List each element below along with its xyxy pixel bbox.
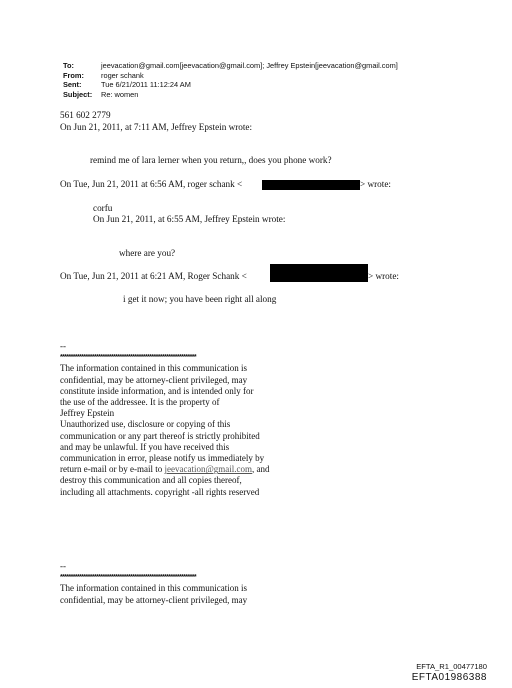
to-label: To: [63, 61, 74, 70]
quote2-attribution-end: > wrote: [360, 179, 391, 189]
disclaimer-line: The information contained in this communication is [60, 363, 247, 374]
quote4-text: i get it now; you have been right all along [123, 294, 277, 304]
bates-reference: EFTA01986388 [411, 672, 487, 683]
phone-number: 561 602 2779 [60, 110, 111, 120]
quote3-text: where are you? [119, 248, 176, 258]
disclaimer-line: Unauthorized use, disclosure or copying of this [60, 419, 231, 430]
sent-value: Tue 6/21/2011 11:12:24 AM [101, 80, 191, 90]
quote2-attribution [60, 179, 242, 190]
quote2-attribution-start: On Tue, Jun 21, 2011 at 6:56 AM, roger schank < [60, 179, 243, 189]
disclaimer-stars: **************************************************************** [60, 354, 196, 362]
confidentiality-disclaimer-repeat [60, 561, 247, 606]
to-value: jeevacation@gmail.com[jeevacation@gmail.com]; Jeffrey Epstein[jeevacation@gmail.com] [101, 61, 398, 70]
disclaimer-line: constitute inside information, and is intended only for [60, 385, 254, 396]
subject-row [63, 90, 398, 100]
disclaimer-line: communication in error, please notify us immediately by [60, 453, 265, 464]
return-line-end: , and [251, 464, 270, 475]
confidentiality-disclaimer [60, 341, 269, 498]
quote4-attribution [60, 271, 247, 282]
redaction-block [262, 180, 360, 190]
disclaimer-return-line [60, 464, 269, 475]
email-link[interactable]: jeevacation@gmail.com [164, 464, 252, 475]
subject-label: Subject: [63, 89, 93, 99]
quote2-text: corfu [93, 203, 113, 213]
to-row [63, 61, 398, 71]
email-header [63, 61, 398, 99]
disclaimer-line: destroy this communication and all copies thereof, [60, 475, 242, 486]
from-row [63, 71, 398, 81]
quote3-attribution: On Jun 21, 2011, at 6:55 AM, Jeffrey Epstein wrote: [93, 214, 286, 224]
disclaimer-line: communication or any part thereof is strictly prohibited [60, 430, 260, 441]
redaction-block [270, 264, 368, 282]
sent-row [63, 80, 398, 90]
quote4-attribution-start: On Tue, Jun 21, 2011 at 6:21 AM, Roger Schank < [60, 271, 247, 281]
disclaimer-line: including all attachments. copyright -all rights reserved [60, 486, 260, 497]
quote1-text: remind me of lara lerner when you return,, does you phone work? [90, 155, 332, 165]
from-value: roger schank [101, 70, 144, 80]
disclaimer-line: confidential, may be attorney-client privileged, may [60, 594, 248, 605]
disclaimer-line: and may be unlawful. If you have received this [60, 441, 230, 452]
disclaimer-line: The information contained in this communication is [60, 583, 247, 594]
disclaimer-dashes: -- [60, 341, 66, 351]
disclaimer-dashes: -- [60, 561, 66, 571]
quote4-attribution-end: > wrote: [368, 271, 399, 281]
bates-reference-r1: EFTA_R1_00477180 [416, 662, 487, 671]
return-line-start: return e-mail or by e-mail to [60, 464, 165, 475]
disclaimer-stars: **************************************************************** [60, 574, 196, 582]
disclaimer-line: the use of the addressee. It is the property of [60, 397, 220, 408]
sent-label: Sent: [63, 80, 82, 90]
subject-value: Re: women [101, 89, 139, 99]
disclaimer-line: confidential, may be attorney-client privileged, may [60, 374, 248, 385]
from-label: From: [63, 70, 84, 80]
disclaimer-line: Jeffrey Epstein [60, 408, 115, 419]
quote1-attribution: On Jun 21, 2011, at 7:11 AM, Jeffrey Epstein wrote: [60, 122, 253, 132]
